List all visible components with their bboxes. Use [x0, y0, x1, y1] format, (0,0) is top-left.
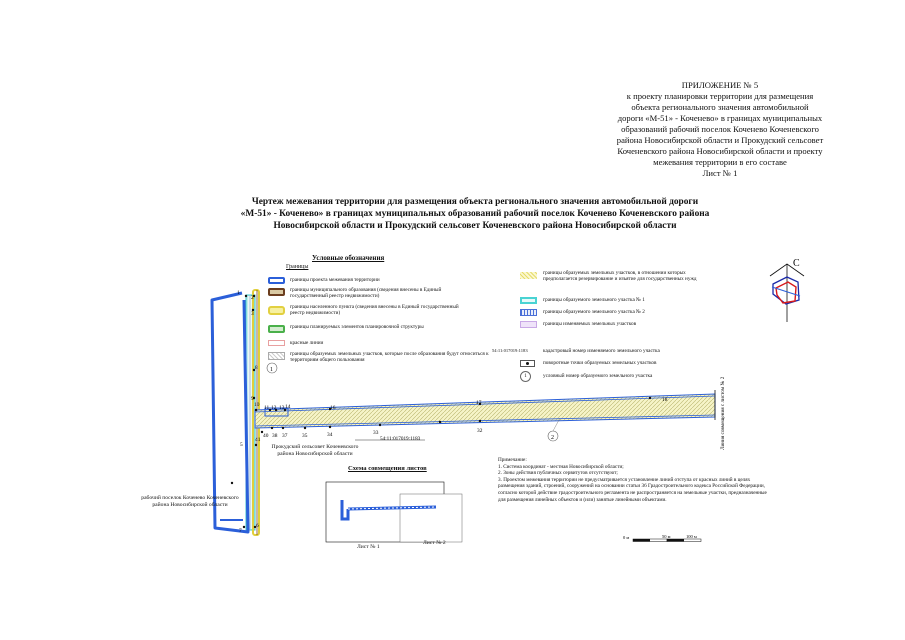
- legend-item: границы образуемых земельных участков, в отношении которых предполагается резервирование и изъятие для государственных нужд: [543, 270, 697, 283]
- scale-bar: [623, 534, 701, 542]
- appendix-line: межевания территории в его составе: [653, 157, 787, 167]
- point-label: 7: [239, 528, 242, 534]
- point-label: 41: [255, 437, 261, 443]
- legend-item: границы населенного пункта (сведения внесены в Единый государственный реестр недвижимости): [290, 304, 459, 317]
- scale-label: 100 м: [686, 534, 697, 539]
- point-label: 33: [373, 430, 379, 436]
- scheme-sheet-2-frame: [400, 494, 462, 542]
- sheet-scheme: [320, 476, 470, 551]
- parcel-2-road: [255, 394, 715, 428]
- point-label: 35: [302, 433, 308, 439]
- point-label: 9: [251, 396, 254, 402]
- legend-heading: Условные обозначения: [312, 254, 385, 262]
- notes-heading: Примечание:: [498, 457, 527, 463]
- point-label: 32: [477, 428, 483, 434]
- legend-item: границы образуемого земельного участка № 2: [543, 309, 645, 315]
- scheme-sheet-2-label: Лист № 2: [423, 540, 446, 546]
- point-label: 2: [251, 295, 254, 301]
- notes-line: 2. Зоны действия публичных сервитутов отсутствуют;: [498, 470, 618, 477]
- point-label: 3: [251, 311, 254, 317]
- title-line: Чертеж межевания территории для размещения объекта регионального значения автомобильной дороги: [251, 197, 699, 207]
- point-label: 38: [272, 433, 278, 439]
- legend-item: границы образуемого земельного участка № 1: [543, 297, 645, 303]
- point-label: 12: [271, 405, 277, 411]
- scale-label: 0 м: [623, 535, 630, 540]
- title-line: «М-51» - Коченево» в границах муниципальных образований рабочий поселок Коченево Коченевского района: [240, 209, 710, 219]
- point-label: 16: [330, 405, 336, 411]
- scheme-sheet-1-label: Лист № 1: [357, 544, 380, 550]
- point-label: 14: [285, 404, 291, 410]
- north-label: С: [793, 258, 800, 269]
- point-label: 40: [263, 433, 269, 439]
- appendix-line: к проекту планировки территории для размещения: [626, 91, 814, 101]
- point-label: 34: [327, 432, 333, 438]
- legend-number-circle: 1: [520, 371, 531, 382]
- area-label-kochenevo: рабочий поселок Коченево Коченевского района Новосибирской области: [141, 495, 239, 508]
- point-label: 13: [279, 405, 285, 411]
- area-label-prokudsky: Прокудский сельсовет Коченевского района Новосибирской области: [271, 444, 359, 457]
- appendix-line: ПРИЛОЖЕНИЕ № 5: [681, 80, 759, 90]
- legend-item: границы муниципального образования (сведения внесены в Единый государственный реестр недвижимости): [290, 287, 442, 300]
- point-label: 18: [662, 397, 668, 403]
- notes-line: 3. Проектом межевания территории не предусматривается установление линий отступа от красных линий в целях размещения зданий, строений, сооружений на основании статьи 36 Градостроительного кодекса Российской Федерации, согласно которой действие градостроительного регламента не распространяется на земельные участки, предназначенные для размещения линейных объектов и (или) занятые линейными объектами.: [498, 476, 767, 503]
- point-label: 8: [255, 365, 258, 371]
- legend-item: границы планируемых элементов планировочной структуры: [290, 324, 424, 330]
- appendix-line: Лист № 1: [702, 168, 738, 178]
- appendix-line: объекта регионального значения автомобильной: [631, 102, 809, 112]
- point-label: 5: [240, 442, 243, 448]
- map-cadastral-label: 54:11:017019:1183: [380, 436, 421, 442]
- appendix-line: образований рабочий поселок Коченево Коченевского: [621, 124, 819, 134]
- notes-line: 1. Система координат - местная Новосибирской области;: [498, 463, 624, 470]
- appendix-line: района Новосибирской области и Прокудский сельсовет: [616, 135, 824, 145]
- legend-item: границы проекта межевания территории: [290, 277, 380, 283]
- scale-label: 50 м: [662, 534, 671, 539]
- point-label: 17: [476, 400, 482, 406]
- point-label: 1: [237, 290, 240, 296]
- legend-item: кадастровый номер изменяемого земельного участка: [543, 348, 660, 354]
- appendix-line: Коченевского района Новосибирской области и проекту: [617, 146, 823, 156]
- legend-subheading: Границы: [286, 264, 309, 270]
- legend-item: красные линии: [290, 340, 324, 346]
- point-label: 10: [254, 402, 260, 408]
- point-label: 37: [282, 433, 288, 439]
- legend-item: условный номер образуемого земельного участка: [543, 373, 653, 379]
- legend-item: границы изменяемых земельных участков: [543, 321, 637, 327]
- parcel-number-2: 2: [551, 435, 554, 441]
- scheme-title: Схема совмещения листов: [348, 465, 427, 472]
- title-line: Новосибирской области и Прокудский сельсовет Коченевского района Новосибирской области: [273, 221, 677, 231]
- point-label: 6: [256, 523, 259, 529]
- notes-block: [498, 457, 768, 503]
- legend-item: границы образуемых земельных участков, которые после образования будут относиться к территориям общего пользования: [290, 351, 489, 364]
- legend-item: поворотные точки образуемых земельных участков: [543, 360, 657, 366]
- legend-cadastral-example: 54:11:017019:1183: [492, 348, 528, 353]
- point-label: 11: [264, 405, 270, 411]
- appendix-line: дороги «М-51» - Коченево» в границах муниципальных: [617, 113, 823, 123]
- parcel-number-1: 1: [270, 367, 273, 373]
- match-line-label: Линия совмещения с листом № 2: [720, 376, 726, 450]
